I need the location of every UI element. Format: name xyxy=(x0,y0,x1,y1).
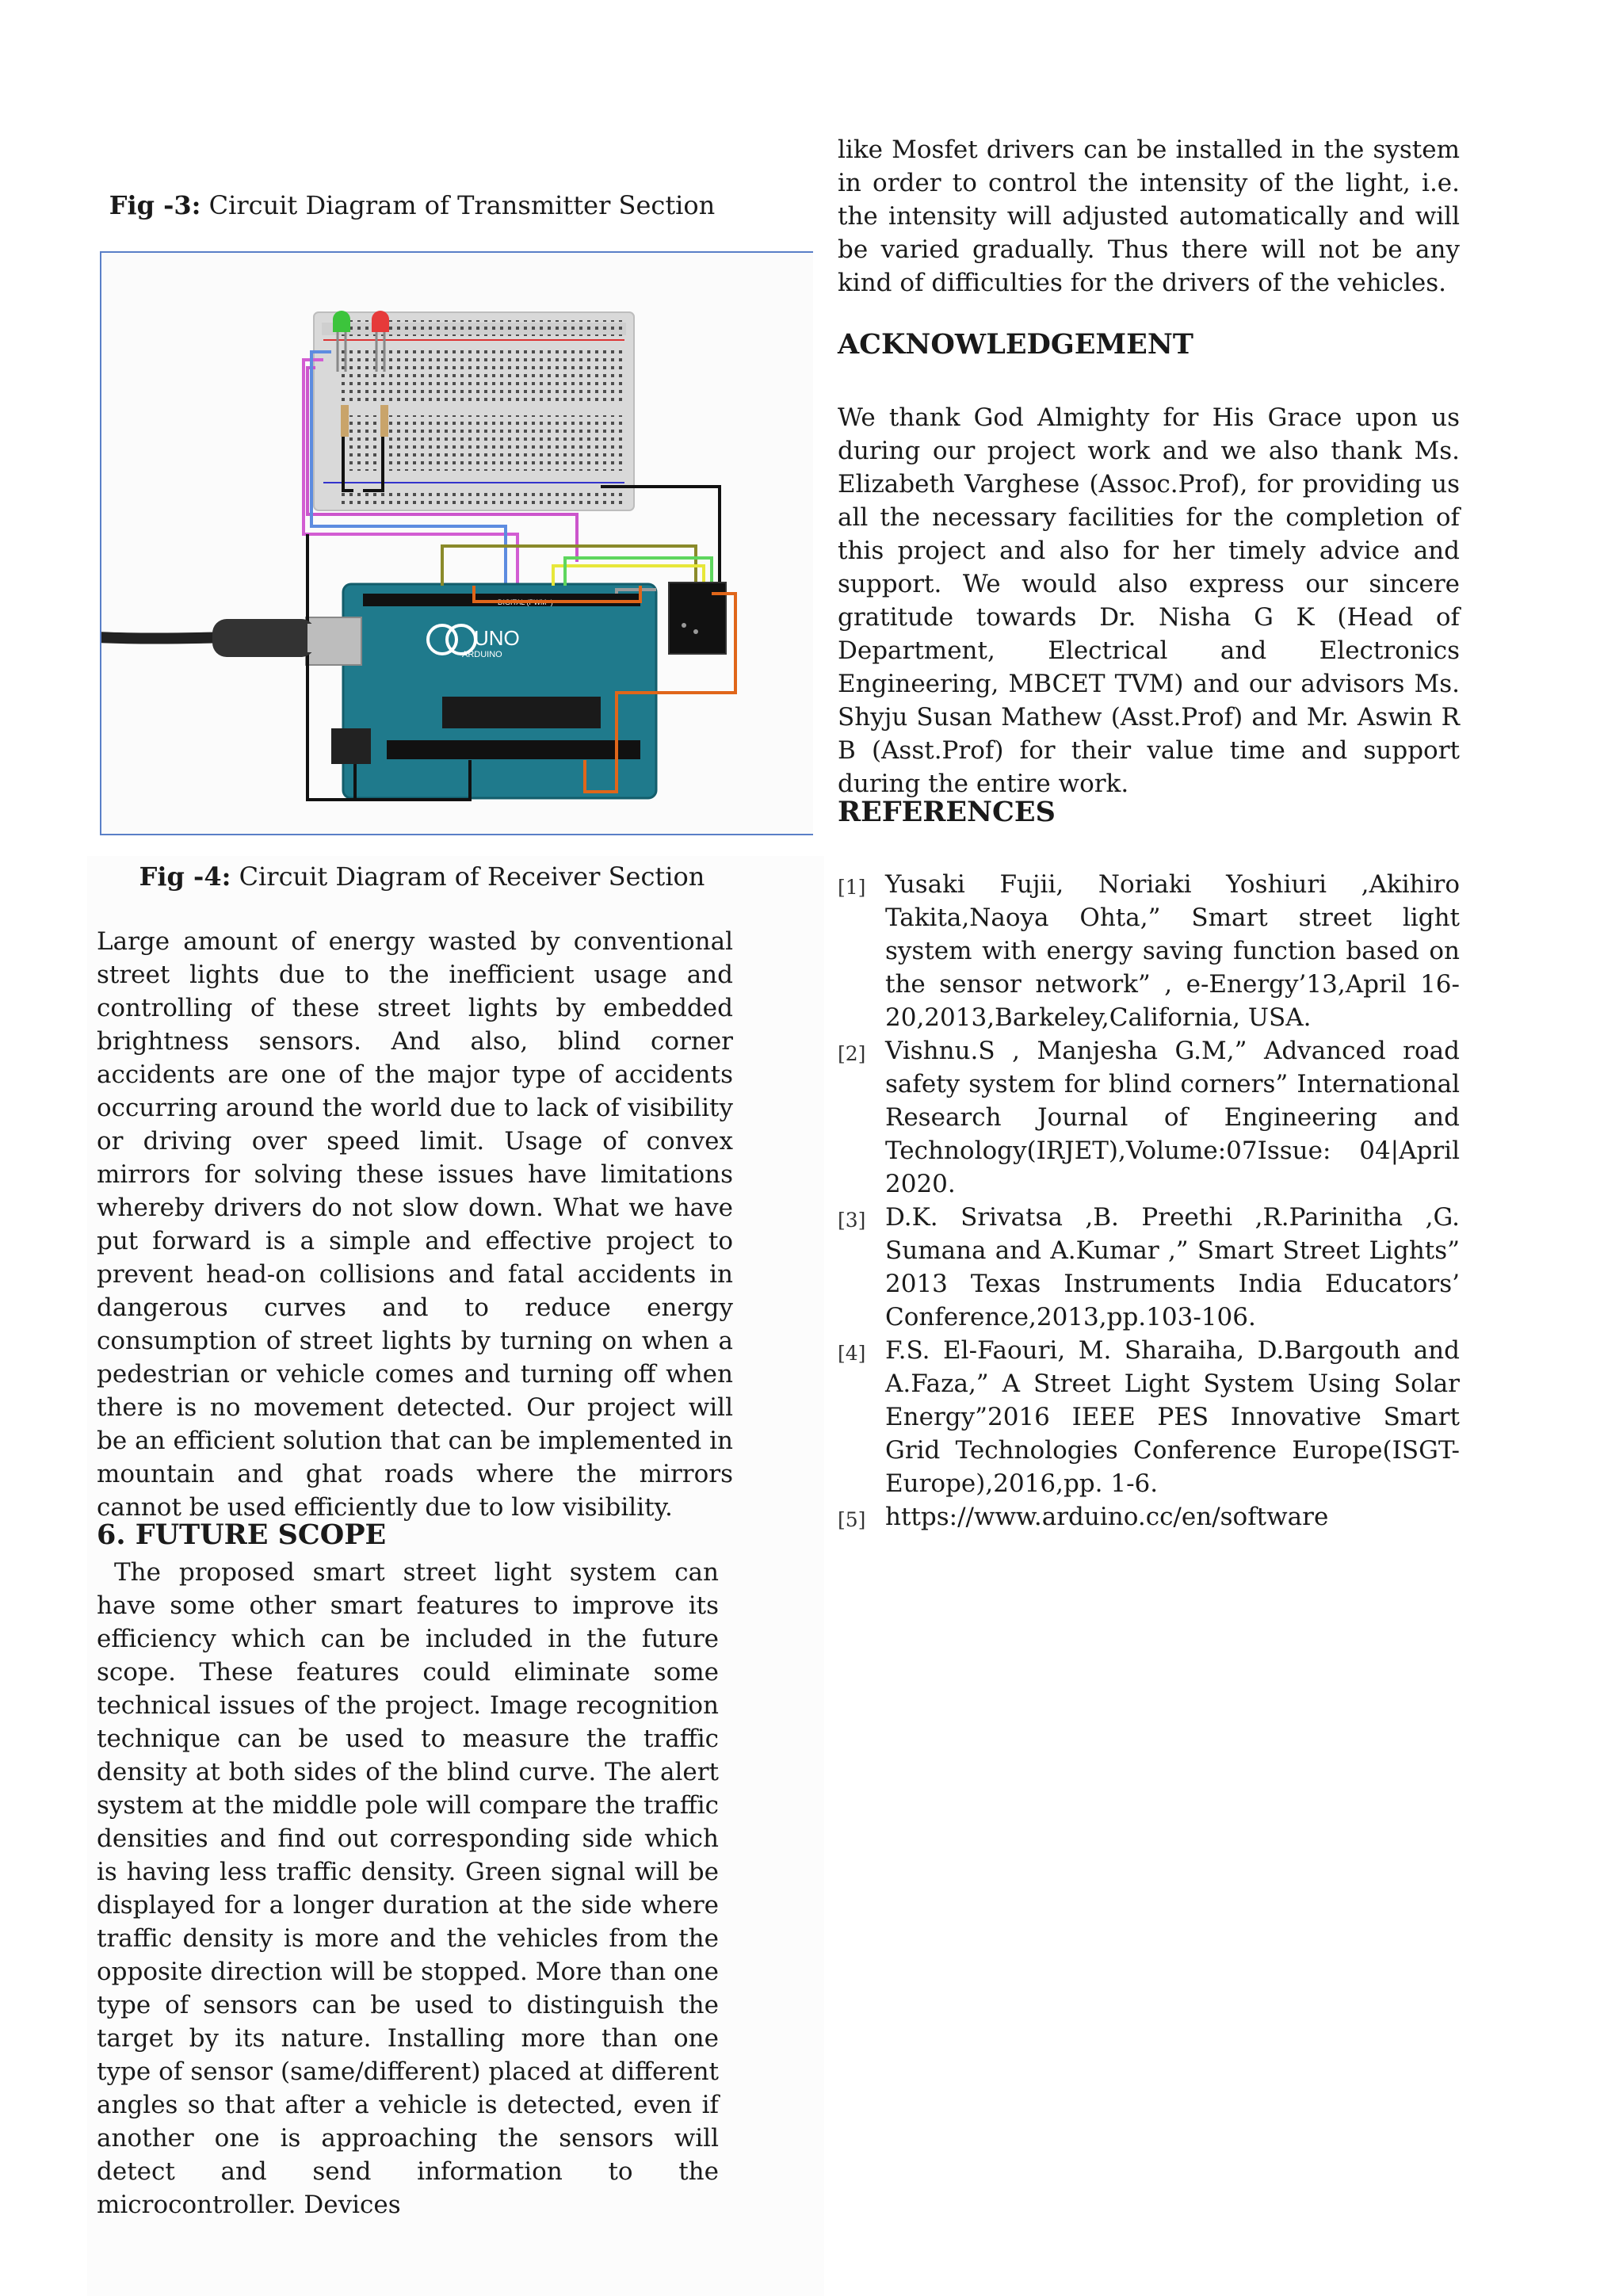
digital-pins-label: DIGITAL (PWM~) xyxy=(498,598,553,606)
reference-item[interactable] xyxy=(838,1500,1460,1537)
reference-text: Yusaki Fujii, Noriaki Yoshiuri ,Akihiro Takita,Naoya Ohta,” Smart street light system with energy saving function based on the sensor network” , e-Energy’13,April 16-20,2013,Barkeley,California, USA. xyxy=(885,870,1460,1032)
future-scope-paragraph: The proposed smart street light system can have some other smart features to improve its efficiency which can be included in the future scope. These features could eliminate some technical issues of the project. Image recognition technique can be used to measure the traffic density at both sides of the blind curve. The alert system at the middle pole will compare the traffic densities and find out corresponding side which is having less traffic density. Green signal will be displayed for a longer duration at the side where traffic density is more and the vehicles from the opposite direction will be stopped. More than one type of sensors can be used to distinguish the target by its nature. Installing more than one type of sensor (same/different) placed at different angles so that after a vehicle is detected, even if another one is approaching the sensors will detect and send information to the microcontroller. Devices xyxy=(97,1558,719,2219)
figure-3-caption xyxy=(95,190,729,220)
future-scope-heading: 6. FUTURE SCOPE xyxy=(97,1519,387,1551)
figure-4-caption-text: Circuit Diagram of Receiver Section xyxy=(239,861,705,892)
reference-number: [3] xyxy=(838,1209,866,1232)
figure-4-label: Fig -4: xyxy=(139,861,231,892)
reference-list xyxy=(838,868,1460,1537)
figure-4-caption xyxy=(95,861,749,892)
reference-item xyxy=(838,1334,1460,1500)
breadboard xyxy=(314,312,634,510)
arduino-uno-label: UNO xyxy=(474,626,520,650)
usb-plug xyxy=(212,619,315,657)
circuit-diagram xyxy=(101,253,813,834)
right-continuation-paragraph: like Mosfet drivers can be installed in the system in order to control the intensity of the light, i.e. the intensity will adjusted automatically and will be varied gradually. Thus there will not be any kind of difficulties for the drivers of the vehicles. xyxy=(838,136,1460,297)
reference-item xyxy=(838,1201,1460,1334)
arduino-brand-label: ARDUINO xyxy=(462,650,502,659)
reference-number: [2] xyxy=(838,1042,866,1065)
reference-text: D.K. Srivatsa ,B. Preethi ,R.Parinitha ,G. Sumana and A.Kumar ,” Smart Street Lights” 2013 Texas Instruments India Educators’ Conference,2013,pp.103-106. xyxy=(885,1203,1460,1331)
acknowledgement-heading: ACKNOWLEDGEMENT xyxy=(838,328,1193,361)
left-body-paragraph: Large amount of energy wasted by conventional street lights due to the inefficient usage and controlling of these street lights by embedded brightness sensors. And also, blind corner accidents are one of the major type of accidents occurring around the world due to lack of visibility or driving over speed limit. Usage of convex mirrors for solving these issues have limitations whereby drivers do not slow down. What we have put forward is a simple and effective project to prevent head-on collisions and fatal accidents in dangerous curves and to reduce energy consumption of street lights by turning on when a pedestrian or vehicle comes and turning off when there is no movement detected. Our project will be an efficient solution that can be implemented in mountain and ghat roads where the mirrors cannot be used efficiently due to low visibility. xyxy=(97,927,733,1522)
circuit-figure xyxy=(100,251,813,835)
reference-link[interactable]: https://www.arduino.cc/en/software xyxy=(885,1503,1329,1531)
reference-text: Vishnu.S , Manjesha G.M,” Advanced road safety system for blind corners” International Research Journal of Engineering and Technology(IRJET),Volume:07Issue: 04|April 2020. xyxy=(885,1037,1460,1198)
references-heading: REFERENCES xyxy=(838,796,1056,828)
reference-item xyxy=(838,1034,1460,1201)
reference-number: [1] xyxy=(838,876,866,899)
reference-number: [5] xyxy=(838,1508,866,1531)
arduino-board xyxy=(343,584,656,798)
reference-item xyxy=(838,868,1460,1034)
reference-text: F.S. El-Faouri, M. Sharaiha, D.Bargouth and A.Faza,” A Street Light System Using Solar Energy”2016 IEEE PES Innovative Smart Grid Technologies Conference Europe(ISGT-Europe),2016,pp. 1-6. xyxy=(885,1336,1460,1498)
acknowledgement-paragraph: We thank God Almighty for His Grace upon us during our project work and we also thank Ms. Elizabeth Varghese (Assoc.Prof), for providing us all the necessary facilities for the completion of this project and also for her timely advice and support. We would also express our sincere gratitude towards Dr. Nisha G K (Head of Department, Electrical and Electronics Engineering, MBCET TVM) and our advisors Ms. Shyju Susan Mathew (Asst.Prof) and Mr. Aswin R B (Asst.Prof) for their value time and support during the entire work. xyxy=(838,403,1460,798)
figure-3-label: Fig -3: xyxy=(109,190,201,220)
figure-3-caption-text: Circuit Diagram of Transmitter Section xyxy=(208,190,716,220)
reference-number: [4] xyxy=(838,1342,866,1365)
